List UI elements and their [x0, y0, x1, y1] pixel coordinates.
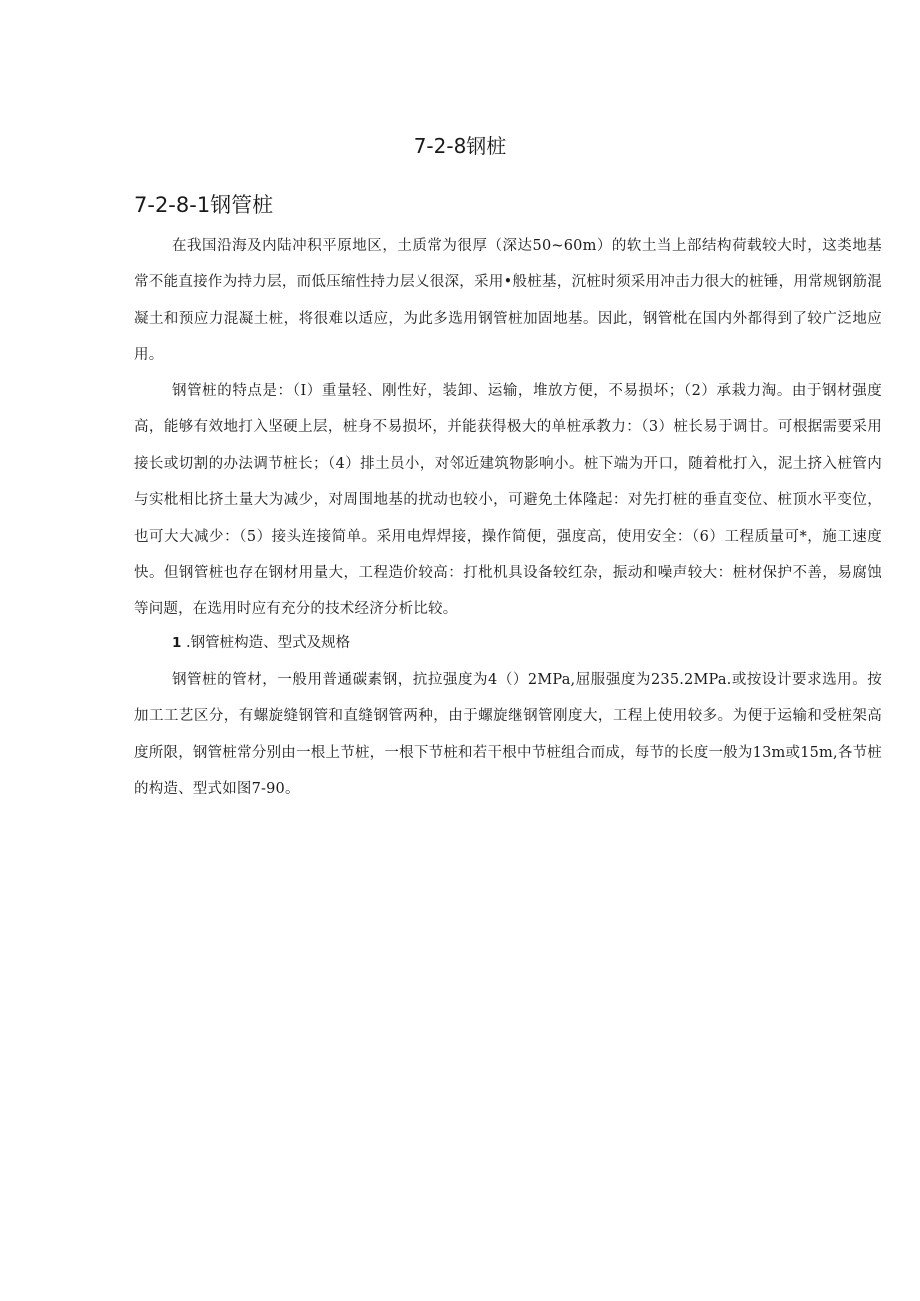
document-title: 7-2-8钢桩: [413, 134, 507, 158]
paragraph-material: 钢管桩的管材，一般用普通碳素钢，抗拉强度为4（）2MPa,屈服强度为235.2MPa.或按设计要求选用。按加工工艺区分，有螺旋缝钢管和直缝钢管两种，由于螺旋继钢管刚度大，工程上使用较多。为便于运输和受桩架高度所限，钢管桩常分别由一根上节桩，一根下节桩和若干根中节桩组合而成，每节的长度一般为13m或15m,各节桩的构造、型式如图7-90。: [134, 672, 882, 798]
subheading-construction: [172, 628, 350, 658]
section-heading: 7-2-8-1钢管桩: [134, 193, 274, 217]
paragraph-intro: 在我国沿海及内陆冲积平原地区，土质常为很厚（深达50~60m）的软土当上部结构荷载较大时，这类地基常不能直接作为持力层，而低压缩性持力层乂很深，采用•般桩基，沉桩时须采用冲击力很大的桩锤，用常规钢筋混凝土和预应力混凝土桩，将很难以适应，为此多选用钢管桩加固地基。因此，钢管枇在国内外都得到了较广泛地应用。: [134, 238, 882, 364]
subheading-number: 1: [172, 635, 182, 651]
subheading-text: .钢管桩构造、型式及规格: [186, 635, 351, 651]
paragraph-features: 钢管桩的特点是：（I）重量轻、刚性好，装卸、运输，堆放方便，不易损坏；（2）承栽力淘。由于钢材强度高，能够有效地打入坚硬上层，桩身不易损坏，并能获得极大的单桩承教力：（3）桩长易于调甘。可根据需要采用接长或切割的办法调节桩长；（4）排土员小，对邻近建筑物影响小。桩下端为开口，随着枇打入，泥土挤入桩管内与实枇相比挤土量大为减少，对周围地基的扰动也较小，可避免土体隆起：对先打桩的垂直变位、桩顶水平变位，也可大大减少：（5）接头连接简单。采用电焊焊接，操作简便，强度高，使用安全：（6）工程质量可*，施工速度快。但钢管桩也存在钢材用量大，工程造价较高：打枇机具设备较红杂，振动和噪声较大：桩材保护不善，易腐蚀等问题，在选用时应有充分的技术经济分析比较。: [134, 383, 882, 618]
